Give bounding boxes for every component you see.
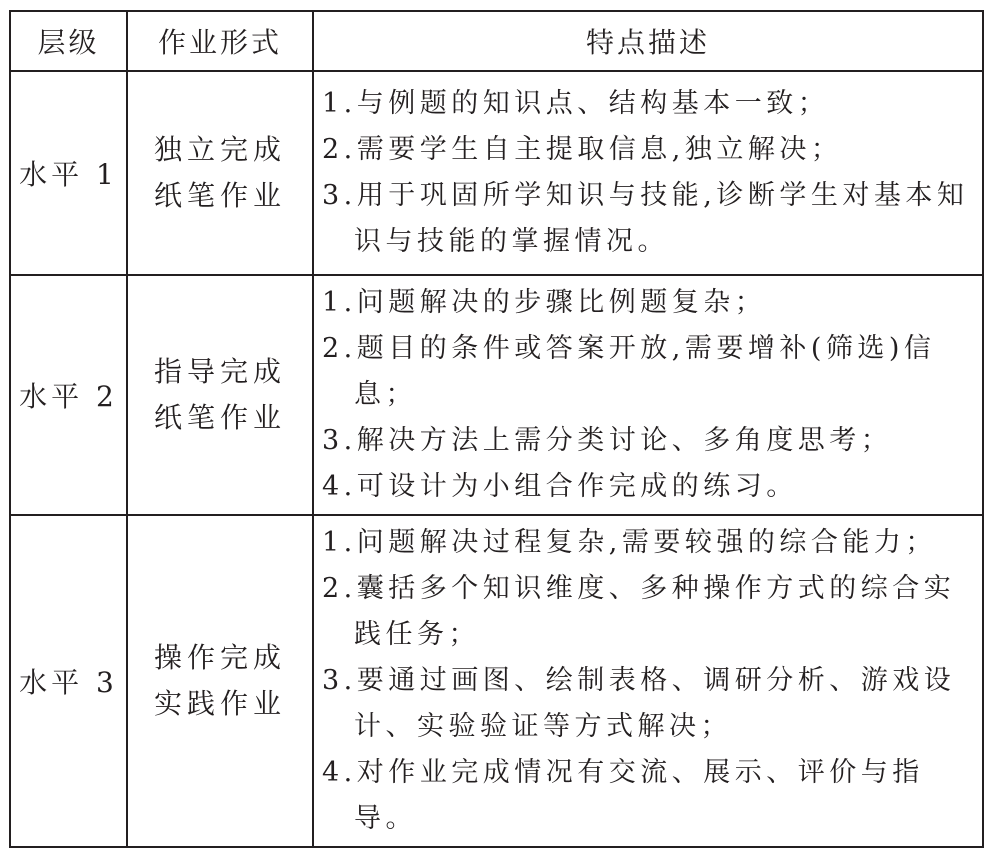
header-description: 特点描述 — [313, 11, 983, 71]
table-body — [10, 71, 983, 847]
description-item: 1.问题解决的步骤比例题复杂； — [322, 287, 767, 318]
form-line: 操作完成 — [153, 641, 286, 674]
form-line: 独立完成 — [153, 133, 286, 166]
description-cell — [313, 515, 983, 847]
form-cell — [127, 275, 313, 515]
description-item: 2.题目的条件或答案开放,需要增补(筛选)信息； — [322, 333, 936, 410]
description-item: 1.与例题的知识点、结构基本一致； — [322, 88, 830, 119]
description-item: 4.对作业完成情况有交流、展示、评价与指导。 — [322, 757, 924, 834]
table-header-row — [10, 11, 983, 71]
level-cell: 水平 1 — [10, 71, 127, 275]
level-cell: 水平 2 — [10, 275, 127, 515]
description-item: 1.问题解决过程复杂,需要较强的综合能力； — [322, 527, 937, 558]
description-cell — [313, 71, 983, 275]
description-cell — [313, 275, 983, 515]
description-item: 3.解决方法上需分类讨论、多角度思考； — [322, 425, 893, 456]
form-line: 实践作业 — [153, 687, 286, 720]
description-list — [322, 280, 976, 510]
form-line: 指导完成 — [153, 355, 286, 388]
level-cell: 水平 3 — [10, 515, 127, 847]
table-header — [10, 11, 983, 71]
description-list — [322, 81, 976, 265]
header-level: 层级 — [10, 11, 127, 71]
homework-level-table — [9, 10, 984, 848]
form-cell — [127, 515, 313, 847]
description-item: 3.要通过画图、绘制表格、调研分析、游戏设计、实验验证等方式解决； — [322, 665, 956, 742]
form-line: 纸笔作业 — [153, 401, 286, 434]
description-item: 3.用于巩固所学知识与技能,诊断学生对基本知识与技能的掌握情况。 — [322, 180, 969, 257]
header-form: 作业形式 — [127, 11, 313, 71]
description-item: 4.可设计为小组合作完成的练习。 — [322, 471, 798, 502]
form-cell — [127, 71, 313, 275]
form-line: 纸笔作业 — [153, 179, 286, 212]
description-item: 2.需要学生自主提取信息,独立解决； — [322, 134, 843, 165]
table-row — [10, 275, 983, 515]
table-row — [10, 515, 983, 847]
table-row — [10, 71, 983, 275]
description-list — [322, 520, 976, 842]
description-item: 2.囊括多个知识维度、多种操作方式的综合实践任务； — [322, 573, 956, 650]
